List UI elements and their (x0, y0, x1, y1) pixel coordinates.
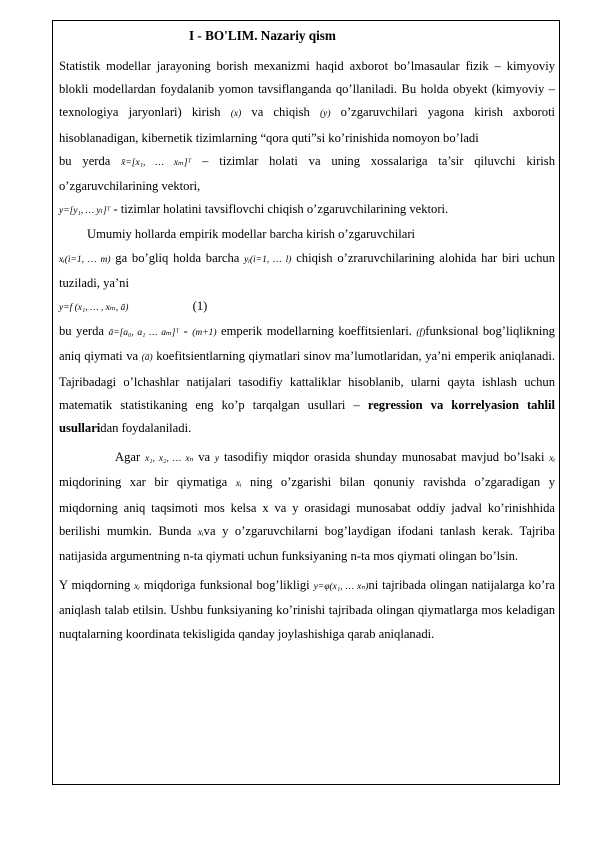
text: Agar (115, 450, 141, 465)
equation-1 (59, 295, 555, 320)
text: miqdoriga funksional bog’likligi (143, 578, 310, 593)
math-f: (f) (416, 328, 426, 339)
math-xi-range: xᵢ(i=1, … m) (59, 254, 111, 265)
math-x: (x) (230, 109, 242, 120)
text: chiqish o’zraruvchilarining alohida har biri uchun tuziladi, ya’ni (59, 250, 556, 290)
text: va chiqish (251, 105, 310, 120)
document-body (59, 27, 555, 646)
text: dan foydalaniladi. (100, 421, 192, 436)
text: ning o’zgarishi bilan qonuniy ravishda o’zgaradigan y miqdorning aniq taqsimoti mos kelsa x va y orasidagi munosabat oddiy jadval ko’rinishhida berilishi mumkin. Bunda (59, 475, 555, 538)
bold-term: regression va korrelyasion tahlil usullari (59, 397, 555, 436)
math-y: y (214, 454, 220, 465)
text: va (198, 450, 211, 465)
text: o’zgaruvchilari yagona kirish axboroti hisoblanadigan, kibernetik tizimlarning “qora quti”si ko’rinishida nomoyon bo’ladi (59, 105, 555, 145)
text: miqdorining xar bir qiymatiga (59, 475, 228, 490)
paragraph-empirical-models: Umumiy hollarda empirik modellar barcha kirish o’zgaruvchilari (87, 227, 416, 242)
text: - tizimlar holatini tavsiflovchi chiqish o’zgaruvchilarining vektori. (113, 202, 449, 217)
text: Statistik modellar jarayoning borish mexanizmi haqid axborot bo’lmasaular fizik – kimyoviy blokli modellardan foydalanib yomon tavsiflanganda qo’llaniladi. Bu holda obyekt (kimyoviy – texnologiya jaryonlari) kirish (59, 59, 555, 120)
paragraph-statistical-models (59, 55, 555, 150)
math-xi: xᵢ (549, 454, 555, 465)
text: ga bo’gliq holda barcha (115, 250, 240, 265)
math-xi: xᵢ (197, 527, 204, 538)
text: tasodifiy miqdor orasida shunday munosabat mavjud bo’lsaki (223, 450, 545, 465)
math-x-list: x₁, x₂, … xₙ (145, 454, 194, 465)
text: koefitsientlarning qiymatlari sinov ma’lumotlaridan, ya’ni emperik aniqlanadi. Tajribadagi o’lchashlar natijalari tasodifiy kattaliklar hisoblanib, ularni qayta ishlash uchun matematik statistikaning eng ko’p tarqalgan usullari – (59, 349, 555, 412)
math-xi: xᵢ (235, 479, 242, 490)
text: - (183, 324, 188, 339)
math-xi: xᵢ (134, 582, 140, 593)
paragraph-coefficients (59, 320, 555, 440)
paragraph-functional-dependence (59, 574, 555, 646)
equation-number: (1) (192, 299, 208, 314)
math-a-bar: (ā) (141, 353, 153, 364)
equation-body: y=f (x₁, … , xₘ, ā) (59, 303, 129, 314)
math-m-plus-1: (m+1) (192, 328, 217, 339)
paragraph-input-vector (59, 150, 555, 198)
paragraph-output-vector (59, 198, 555, 223)
text: Y miqdorning (59, 578, 131, 593)
math-y: (y) (319, 109, 331, 120)
math-phi-function: y=φ(x₁, … xₙ) (313, 582, 369, 593)
paragraph-dependency (59, 247, 555, 295)
text: bu yerda (59, 153, 111, 168)
text: – tizimlar holati va uning xossalariga ta’sir qiluvchi kirish o’zgaruvchilarining vektori, (59, 153, 555, 194)
text: va y o’zgaruvchilarni bog’laydigan ifodani tanlash kerak. Tajriba natijasida argumentning n-ta qiymati uchun funksiyaning n-ta mos qiymati olingan bo’lsin. (59, 523, 555, 564)
math-coefficient-vector: ā=[a₀, a₁ … aₘ]ᵀ (108, 328, 180, 339)
text: bu yerda (59, 324, 104, 339)
paragraph-random-variables (59, 446, 555, 568)
section-heading: I - BO'LIM. Nazariy qism (189, 28, 336, 43)
math-input-vector: x̄=[x₁, … xₘ]ᵀ (121, 157, 192, 168)
text: funksional bog’liqlikning aniq qiymati va (59, 324, 555, 364)
math-output-vector: y=[y₁, … yₗ]ᵀ (59, 206, 111, 217)
text: ni tajribada olingan natijalarga ko’ra aniqlash talab etilsin. Ushbu funksiyaning ko’rinishi tajribada olingan qiymatlarga mos keladigan nuqtalarning koordinata tekisligida qanday joylashishiga qarab aniqlanadi. (59, 578, 556, 641)
math-yi-range: yᵢ(i=1, … l) (244, 254, 292, 265)
text: emperik modellarning koeffitsienlari. (221, 324, 412, 339)
